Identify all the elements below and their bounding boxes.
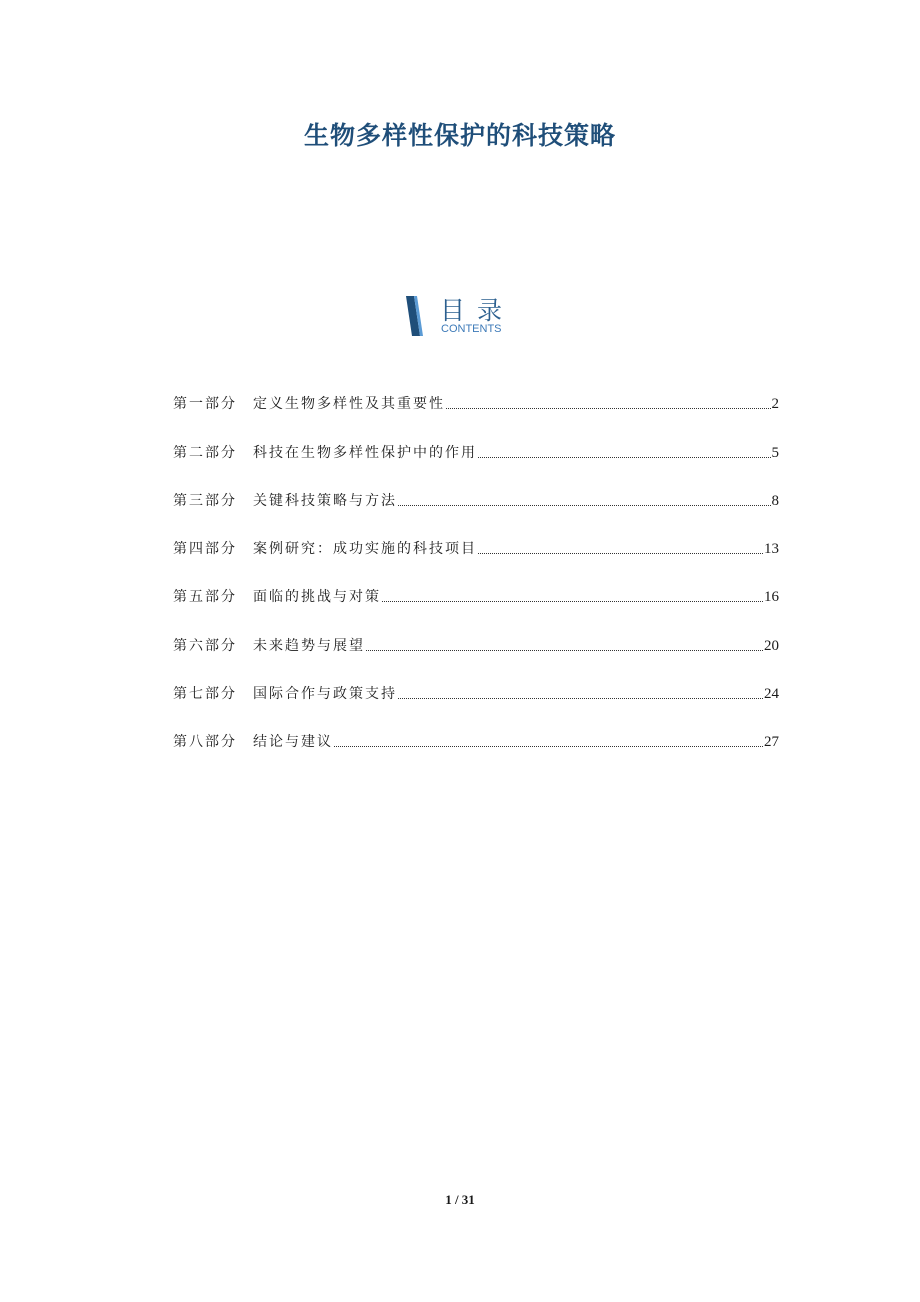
toc-entry-1[interactable] — [173, 366, 779, 414]
toc-part-label: 第八部分 — [173, 734, 237, 751]
book-stripe-icon — [404, 296, 434, 336]
toc-page-number: 24 — [764, 686, 779, 703]
toc-page-number: 5 — [771, 444, 779, 461]
toc-entry-title: 结论与建议 — [253, 734, 333, 751]
toc-entry-6[interactable] — [173, 607, 779, 655]
dot-leader — [366, 649, 763, 651]
toc-page-number: 16 — [764, 589, 779, 606]
dot-leader — [478, 456, 771, 458]
toc-entry-5[interactable] — [173, 559, 779, 607]
toc-entry-title: 未来趋势与展望 — [253, 637, 365, 654]
toc-part-label: 第三部分 — [173, 492, 237, 509]
dot-leader — [382, 600, 763, 602]
toc-page-number: 20 — [764, 637, 779, 654]
document-title: 生物多样性保护的科技策略 — [303, 121, 616, 150]
toc-page-number: 27 — [764, 734, 779, 751]
toc-part-label: 第一部分 — [173, 396, 237, 413]
toc-part-label: 第四部分 — [173, 541, 237, 558]
dot-leader — [398, 504, 771, 506]
toc-entry-title: 案例研究：成功实施的科技项目 — [253, 541, 477, 558]
toc-page-number: 13 — [764, 541, 779, 558]
dot-leader — [478, 552, 763, 554]
toc-entry-4[interactable] — [173, 511, 779, 559]
toc-heading-title: 目录 — [440, 296, 515, 325]
toc-part-label: 第六部分 — [173, 637, 237, 654]
toc-part-label: 第七部分 — [173, 686, 237, 703]
dot-leader — [334, 745, 763, 747]
page-indicator: 1 / 31 — [445, 1192, 475, 1207]
toc-page-number: 8 — [771, 492, 779, 509]
toc-entry-title: 面临的挑战与对策 — [253, 589, 381, 606]
dot-leader — [446, 407, 771, 409]
toc-page-number: 2 — [771, 396, 779, 413]
toc-part-label: 第二部分 — [173, 444, 237, 461]
dot-leader — [398, 697, 763, 699]
toc-entry-2[interactable] — [173, 414, 779, 462]
toc-entry-3[interactable] — [173, 463, 779, 511]
toc-heading-subtitle: CONTENTS — [441, 323, 502, 335]
toc-part-label: 第五部分 — [173, 589, 237, 606]
toc-entry-title: 科技在生物多样性保护中的作用 — [253, 444, 477, 461]
toc-entry-title: 国际合作与政策支持 — [253, 686, 397, 703]
table-of-contents — [173, 366, 779, 752]
toc-entry-8[interactable] — [173, 704, 779, 752]
toc-entry-7[interactable] — [173, 656, 779, 704]
toc-entry-title: 定义生物多样性及其重要性 — [253, 396, 445, 413]
toc-heading — [404, 294, 524, 340]
toc-entry-title: 关键科技策略与方法 — [253, 492, 397, 509]
